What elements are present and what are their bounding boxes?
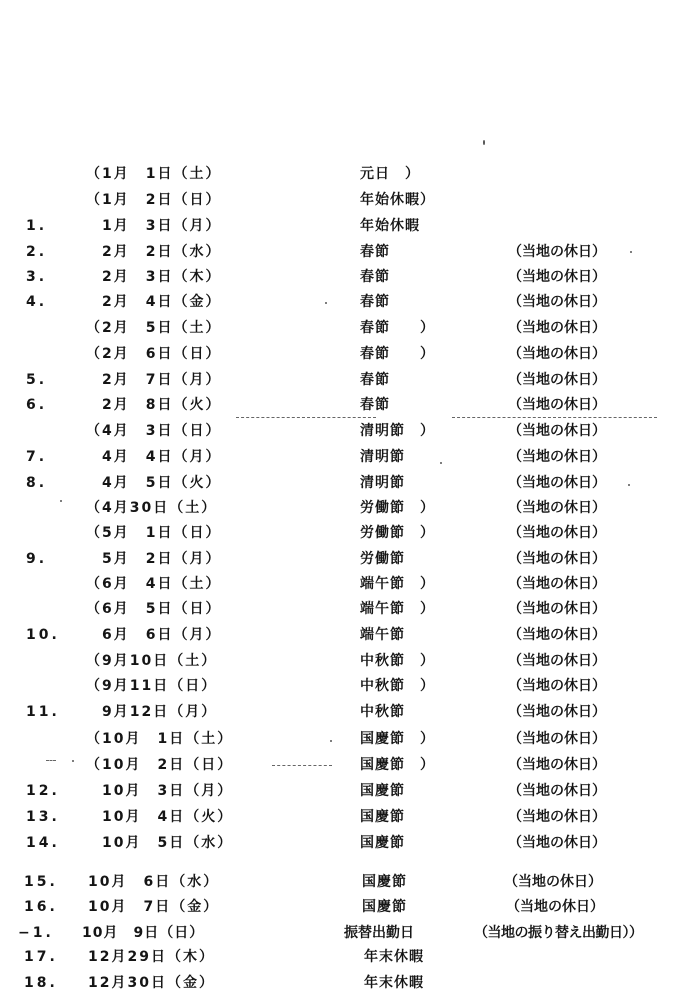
holiday-note: （当地の休日） [508, 704, 606, 720]
holiday-note: （当地の休日） [508, 653, 606, 669]
row-number: −1. [18, 925, 54, 941]
holiday-name: 端午節 ） [360, 576, 435, 592]
holiday-name: 春節 [360, 372, 390, 388]
holiday-row [0, 572, 687, 596]
holiday-row [0, 779, 687, 803]
holiday-name: 清明節 ） [360, 423, 435, 439]
holiday-note: （当地の休日） [504, 874, 602, 890]
holiday-note: （当地の休日） [508, 449, 606, 465]
holiday-name: 労働節 [360, 551, 405, 567]
holiday-date: （1月 1日（土） [86, 166, 222, 182]
holiday-date: （4月30日（土） [86, 500, 218, 516]
holiday-note: （当地の休日） [508, 269, 606, 285]
holiday-date: （9月11日（日） [86, 678, 218, 694]
holiday-name: 端午節 [360, 627, 405, 643]
holiday-date: 2月 3日（木） [86, 269, 222, 285]
holiday-note: （当地の休日） [508, 346, 606, 362]
holiday-name: 国慶節 ） [360, 757, 435, 773]
holiday-row [0, 831, 687, 855]
holiday-note: （当地の休日） [508, 475, 606, 491]
holiday-date: （4月 3日（日） [86, 423, 222, 439]
holiday-name: 労働節 ） [360, 525, 435, 541]
holiday-note: （当地の休日） [508, 244, 606, 260]
holiday-date: （10月 1日（土） [86, 731, 234, 747]
row-number: 1. [26, 218, 48, 234]
holiday-row [0, 547, 687, 571]
holiday-name: 労働節 ） [360, 500, 435, 516]
holiday-date: 12月29日（木） [88, 949, 215, 965]
row-number: 9. [26, 551, 48, 567]
holiday-name: 振替出勤日 [344, 925, 414, 941]
scan-speck [483, 140, 485, 145]
holiday-name: 端午節 ） [360, 601, 435, 617]
holiday-date: 2月 4日（金） [86, 294, 222, 310]
holiday-note: （当地の休日） [508, 525, 606, 541]
holiday-note: （当地の休日） [508, 835, 606, 851]
holiday-date: 10月 3日（月） [86, 783, 234, 799]
holiday-date: （2月 5日（土） [86, 320, 222, 336]
holiday-name: 春節 [360, 294, 390, 310]
holiday-date: 5月 2日（月） [86, 551, 222, 567]
holiday-note: （当地の休日） [508, 372, 606, 388]
holiday-row [0, 895, 687, 919]
holiday-note: （当地の休日） [508, 423, 606, 439]
row-number: 14. [26, 835, 60, 851]
holiday-name: 中秋節 ） [360, 678, 435, 694]
holiday-name: 国慶節 [362, 899, 407, 915]
holiday-name: 年始休暇 [360, 218, 420, 234]
holiday-row [0, 240, 687, 264]
holiday-row [0, 471, 687, 495]
holiday-name: 春節 ） [360, 346, 435, 362]
holiday-date: 1月 3日（月） [86, 218, 222, 234]
holiday-date: （5月 1日（日） [86, 525, 222, 541]
holiday-note: （当地の休日） [508, 809, 606, 825]
row-number: 13. [26, 809, 60, 825]
holiday-note: （当地の休日） [508, 500, 606, 516]
holiday-date: （6月 5日（日） [86, 601, 222, 617]
row-number: 10. [26, 627, 60, 643]
holiday-name: 清明節 [360, 449, 405, 465]
holiday-name: 年始休暇） [360, 192, 435, 208]
row-number: 6. [26, 397, 48, 413]
holiday-date: 10月 7日（金） [88, 899, 220, 915]
row-number: 5. [26, 372, 48, 388]
row-number: 3. [26, 269, 48, 285]
holiday-note: （当地の休日） [508, 731, 606, 747]
holiday-row [0, 188, 687, 212]
holiday-date: （1月 2日（日） [86, 192, 222, 208]
holiday-row [0, 971, 687, 995]
holiday-name: 春節 [360, 397, 390, 413]
holiday-name: 清明節 [360, 475, 405, 491]
holiday-date: 4月 5日（火） [86, 475, 222, 491]
holiday-name: 国慶節 [362, 874, 407, 890]
holiday-date: （2月 6日（日） [86, 346, 222, 362]
holiday-row [0, 342, 687, 366]
holiday-row [0, 162, 687, 186]
holiday-row [0, 727, 687, 751]
holiday-note: （当地の休日） [508, 678, 606, 694]
holiday-note: （当地の休日） [508, 320, 606, 336]
holiday-row [0, 393, 687, 417]
row-number: 11. [26, 704, 60, 720]
row-number: 15. [24, 874, 58, 890]
holiday-row [0, 921, 687, 945]
holiday-row [0, 649, 687, 673]
holiday-row [0, 265, 687, 289]
holiday-row [0, 445, 687, 469]
holiday-name: 中秋節 ） [360, 653, 435, 669]
row-number: 16. [24, 899, 58, 915]
row-number: 17. [24, 949, 58, 965]
holiday-note: （当地の休日） [508, 397, 606, 413]
holiday-note: （当地の休日） [508, 576, 606, 592]
row-number: 8. [26, 475, 48, 491]
holiday-date: 10月 4日（火） [86, 809, 234, 825]
row-number: 18. [24, 975, 58, 991]
row-number: 2. [26, 244, 48, 260]
holiday-date: 4月 4日（月） [86, 449, 222, 465]
holiday-date: 10月 5日（水） [86, 835, 234, 851]
holiday-row [0, 521, 687, 545]
holiday-row [0, 753, 687, 777]
holiday-note: （当地の休日） [508, 294, 606, 310]
holiday-row [0, 945, 687, 969]
holiday-name: 国慶節 [360, 835, 405, 851]
holiday-note: （当地の休日） [508, 601, 606, 617]
holiday-date: 6月 6日（月） [86, 627, 222, 643]
holiday-row [0, 700, 687, 724]
holiday-row [0, 290, 687, 314]
holiday-row [0, 870, 687, 894]
holiday-date: 2月 2日（水） [86, 244, 222, 260]
holiday-name: 国慶節 ） [360, 731, 435, 747]
holiday-name: 中秋節 [360, 704, 405, 720]
holiday-date: 9月12日（月） [86, 704, 218, 720]
holiday-date: 10月 9日（日） [82, 925, 205, 941]
holiday-date: （6月 4日（土） [86, 576, 222, 592]
holiday-row [0, 674, 687, 698]
holiday-row [0, 597, 687, 621]
holiday-date: 2月 8日（火） [86, 397, 222, 413]
holiday-row [0, 316, 687, 340]
holiday-row [0, 214, 687, 238]
holiday-name: 年末休暇 [364, 949, 424, 965]
holiday-row [0, 805, 687, 829]
holiday-name: 年末休暇 [364, 975, 424, 991]
holiday-date: 10月 6日（水） [88, 874, 220, 890]
row-number: 4. [26, 294, 48, 310]
holiday-row [0, 368, 687, 392]
holiday-note: （当地の休日） [506, 899, 604, 915]
holiday-name: 春節 [360, 269, 390, 285]
holiday-date: （9月10日（土） [86, 653, 218, 669]
holiday-name: 春節 ） [360, 320, 435, 336]
holiday-date: 12月30日（金） [88, 975, 215, 991]
holiday-name: 春節 [360, 244, 390, 260]
holiday-note: （当地の休日） [508, 757, 606, 773]
row-number: 12. [26, 783, 60, 799]
holiday-name: 国慶節 [360, 783, 405, 799]
holiday-row [0, 623, 687, 647]
holiday-note: （当地の振り替え出勤日）） [474, 925, 643, 941]
holiday-name: 国慶節 [360, 809, 405, 825]
holiday-row [0, 419, 687, 443]
holiday-date: （10月 2日（日） [86, 757, 234, 773]
holiday-note: （当地の休日） [508, 551, 606, 567]
holiday-note: （当地の休日） [508, 627, 606, 643]
holiday-row [0, 496, 687, 520]
holiday-date: 2月 7日（月） [86, 372, 222, 388]
row-number: 7. [26, 449, 48, 465]
holiday-note: （当地の休日） [508, 783, 606, 799]
holiday-name: 元日 ） [360, 166, 420, 182]
